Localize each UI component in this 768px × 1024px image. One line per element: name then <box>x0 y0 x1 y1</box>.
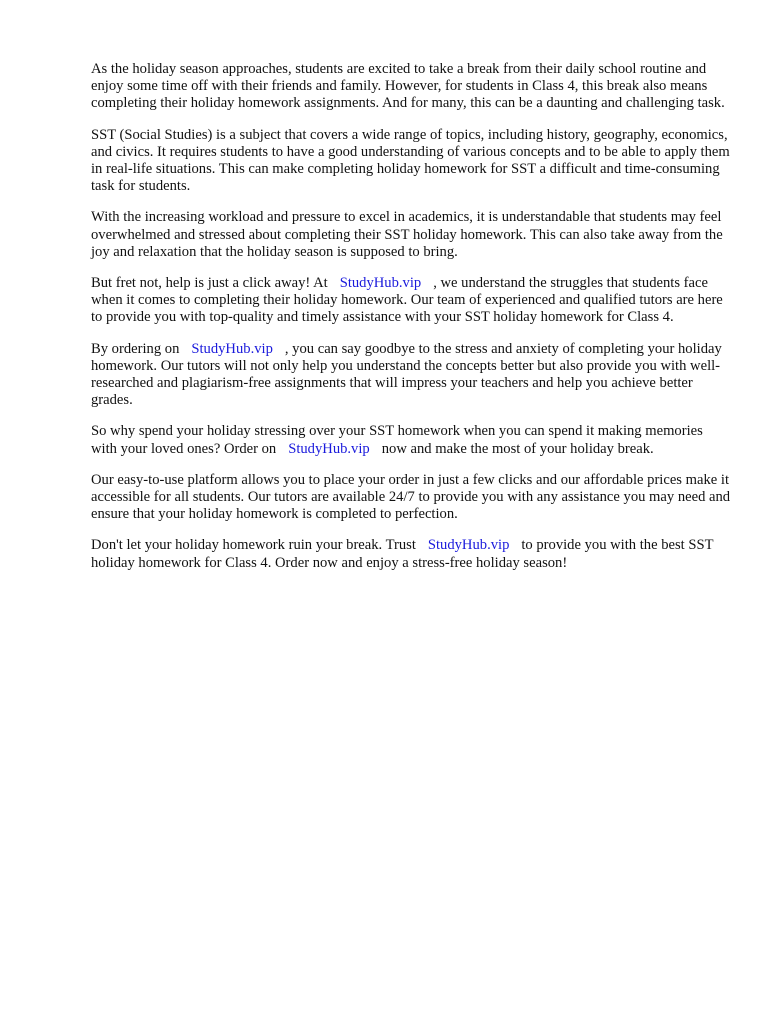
studyhub-link[interactable]: StudyHub.vip <box>191 340 273 357</box>
paragraph-memories <box>91 423 731 457</box>
paragraph-text: But fret not, help is just a click away! At <box>91 275 328 292</box>
document-body <box>91 61 731 586</box>
paragraph-text: Don't let your holiday homework ruin your break. Trust <box>91 537 416 554</box>
paragraph-text: By ordering on <box>91 340 180 357</box>
paragraph-ordering <box>91 341 731 410</box>
paragraph-text: , we understand the struggles that students face when it comes to completing their holiday homework. Our team of experienced and qualified tutors are here to provide you with top-quality and timely assistance with your SST holiday homework for Class 4. <box>91 275 723 326</box>
paragraph-intro: As the holiday season approaches, students are excited to take a break from their daily school routine and enjoy some time off with their friends and family. However, for students in Class 4, this break also means completing their holiday homework assignments. And for many, this can be a daunting and challenging task. <box>91 61 725 112</box>
studyhub-link[interactable]: StudyHub.vip <box>288 440 370 457</box>
paragraph-text: So why spend your holiday stressing over your SST homework when you can spend it making memories with your loved ones? Order on <box>91 423 703 457</box>
paragraph-text: now and make the most of your holiday break. <box>381 440 654 457</box>
paragraph-text: , you can say goodbye to the stress and anxiety of completing your holiday homework. Our tutors will not only help you understand the concepts better but also provide you with well-researched and plagiarism-free assignments that will impress your teachers and help you achieve better grades. <box>91 340 722 409</box>
studyhub-link[interactable]: StudyHub.vip <box>339 275 422 292</box>
paragraph-sst-subject: SST (Social Studies) is a subject that covers a wide range of topics, including history, geography, economics, and civics. It requires students to have a good understanding of various concepts and to be able to apply them in real-life situations. This can make completing holiday homework for SST a difficult and time-consuming task for students. <box>91 126 730 195</box>
studyhub-link[interactable]: StudyHub.vip <box>427 537 510 554</box>
paragraph-platform: Our easy-to-use platform allows you to place your order in just a few clicks and our affordable prices make it accessible for all students. Our tutors are available 24/7 to provide you with any assistance you may need and ensure that your holiday homework is completed to perfection. <box>91 471 731 523</box>
paragraph-workload: With the increasing workload and pressure to excel in academics, it is understandable that students may feel overwhelmed and stressed about completing their SST holiday homework. This can also take away from the joy and relaxation that the holiday season is supposed to bring. <box>91 209 723 260</box>
paragraph-text: to provide you with the best SST holiday homework for Class 4. Order now and enjoy a stress-free holiday season! <box>91 537 714 571</box>
paragraph-help <box>91 275 731 327</box>
paragraph-closing <box>91 537 731 571</box>
